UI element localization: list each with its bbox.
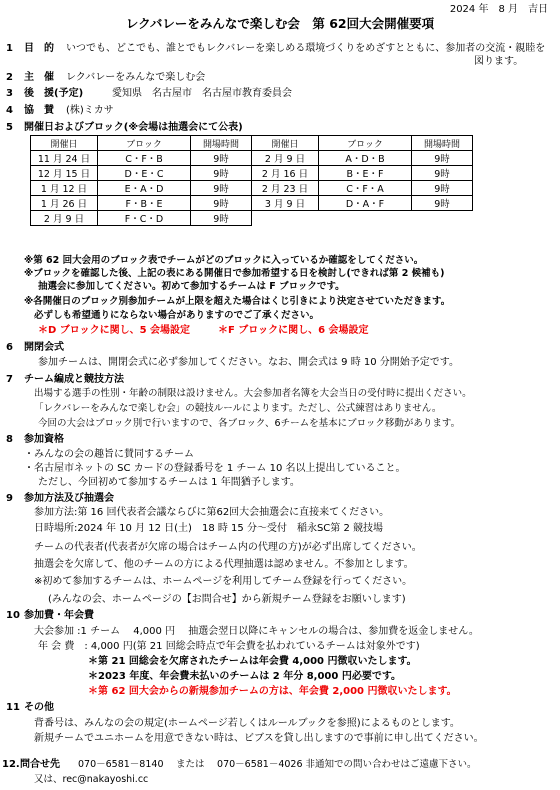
table-cell: 2 月 16 日	[252, 166, 319, 181]
table-row	[31, 166, 473, 181]
section-10-note: ＊2023 年度、年会費未払いのチームは 2 年分 8,000 円必要です。	[88, 671, 402, 682]
table-cell: A・D・B	[319, 151, 412, 166]
section-11-heading: その他	[24, 702, 54, 713]
table-cell: E・A・D	[98, 181, 191, 196]
table-cell: 9時	[191, 166, 252, 181]
table-cell: 1 月 12 日	[31, 181, 98, 196]
section-4-heading: 協 賛	[24, 105, 54, 116]
section-1-text-cont: 図ります。	[474, 56, 524, 67]
table-cell: F・B・E	[98, 196, 191, 211]
table-cell: 9時	[191, 211, 252, 226]
table-cell: C・F・A	[319, 181, 412, 196]
section-1-number: 1	[6, 43, 13, 54]
section-9-text: 抽選会を欠席して、他のチームの方による代理抽選は認めません。不参加とします。	[34, 559, 414, 570]
contact-email[interactable]: 又は、rec@nakayoshi.cc	[34, 774, 149, 785]
section-5-number: 5	[6, 122, 13, 133]
table-cell: D・A・F	[319, 196, 412, 211]
document-date: 2024 年 8 月 吉日	[449, 4, 548, 15]
table-cell: C・F・B	[98, 151, 191, 166]
section-7-text: 「レクバレーをみんなで楽しむ会」の競技ルールによります。ただし、公式練習はありません。	[34, 403, 442, 414]
section-2-heading: 主 催	[24, 72, 54, 83]
table-cell: B・E・F	[319, 166, 412, 181]
section-8-text: ・名古屋市ネットの SC カードの登録番号を 1 チーム 10 名以上提出していること。	[24, 463, 406, 474]
note-line: 必ずしも希望通りにならない場合がありますのでご了承ください。	[34, 310, 320, 321]
table-header-row	[31, 136, 473, 151]
section-12-number: 12.	[2, 759, 20, 770]
note-line: ※各開催日のブロック別参加チームが上限を超えた場合はくじ引きにより決定させていただきます。	[24, 296, 451, 307]
table-header-cell: 開催日	[252, 136, 319, 151]
section-7-number: 7	[6, 374, 13, 385]
section-3-number: 3	[6, 88, 13, 99]
section-7-text: 今回の大会はブロック別で行いますので、各ブロック、6チームを基本にブロック移動があります。	[38, 418, 461, 429]
table-cell: 9時	[191, 196, 252, 211]
table-row	[31, 181, 473, 196]
section-9-text: 日時場所:2024 年 10 月 12 日(土) 18 時 15 分～受付 稲永SC第 2 競技場	[34, 523, 383, 534]
section-9-text: (みんなの会、ホームページの【お問合せ】から新規チーム登録をお願いします)	[48, 594, 406, 605]
table-header-cell: ブロック	[98, 136, 191, 151]
section-10-note: ＊第 21 回総会を欠席されたチームは年会費 4,000 円徴収いたします。	[88, 656, 417, 667]
section-1-text: いつでも、どこでも、誰とでもレクバレーを楽しめる環境づくりをめざすとともに、参加者の交流・親睦を	[66, 43, 546, 54]
table-row	[31, 196, 473, 211]
section-10-text: 年 会 費 : 4,000 円(第 21 回総会時点で年会費を払われているチームは対象外です)	[38, 641, 420, 652]
section-5-heading: 開催日およびブロック(※会場は抽選会にて公表)	[24, 122, 243, 133]
section-8-number: 8	[6, 434, 13, 445]
section-6-heading: 開閉会式	[24, 342, 64, 353]
section-10-text: 大会参加 :1 チーム 4,000 円 抽選会翌日以降にキャンセルの場合は、参加費を返金しません。	[34, 626, 479, 637]
document-title: レクバレーをみんなで楽しむ会 第 62回大会開催要項	[125, 16, 435, 31]
table-cell: 3 月 9 日	[252, 196, 319, 211]
table-header-cell: 開催日	[31, 136, 98, 151]
table-cell	[252, 211, 319, 226]
table-cell: 2 月 9 日	[252, 151, 319, 166]
section-6-text: 参加チームは、開閉会式に必ず参加してください。なお、開会式は 9 時 10 分開始予定です。	[38, 357, 460, 368]
table-cell: 11 月 24 日	[31, 151, 98, 166]
section-3-heading: 後 援(予定)	[24, 88, 84, 99]
section-4-text: (株)ミカサ	[66, 105, 114, 116]
table-cell	[412, 211, 473, 226]
table-row	[31, 211, 473, 226]
section-9-text: ※初めて参加するチームは、ホームページを利用してチーム登録を行ってください。	[34, 576, 413, 587]
schedule-table	[30, 135, 473, 226]
section-8-heading: 参加資格	[24, 434, 64, 445]
section-11-text: 背番号は、みんなの会の規定(ホームページ若しくはルールブックを参照)によるものとします。	[34, 718, 460, 729]
note-line: ※ブロックを確認した後、上記の表にある開催日で参加希望する日を検討し(できれば第 2 候補も)	[24, 268, 445, 279]
red-note-f-block: ＊F ブロックに関し、6 会場設定	[218, 325, 369, 336]
table-header-cell: 開場時間	[412, 136, 473, 151]
table-cell: 12 月 15 日	[31, 166, 98, 181]
section-9-heading: 参加方法及び抽選会	[24, 493, 114, 504]
section-7-heading: チーム編成と競技方法	[24, 374, 124, 385]
section-3-text: 愛知県 名古屋市 名古屋市教育委員会	[112, 88, 292, 99]
table-cell: 9時	[412, 166, 473, 181]
table-cell: 9時	[412, 196, 473, 211]
section-2-number: 2	[6, 72, 13, 83]
section-6-number: 6	[6, 342, 13, 353]
table-cell: 2 月 23 日	[252, 181, 319, 196]
table-cell: 9時	[412, 181, 473, 196]
table-cell: 9時	[191, 181, 252, 196]
section-11-text: 新規チームでユニホームを用意できない時は、ビブスを貸し出しますので事前に申し出てください。	[34, 733, 484, 744]
section-10-heading: 参加費・年会費	[24, 610, 94, 621]
table-header-cell: 開場時間	[191, 136, 252, 151]
section-9-number: 9	[6, 493, 13, 504]
contact-phone: 070－6581－8140 または 070－6581－4026 非通知での問い合わせはご遠慮下さい。	[78, 759, 477, 770]
table-cell: 9時	[191, 151, 252, 166]
section-9-text: 参加方法:第 16 回代表者会議ならびに第62回大会抽選会に直接来てください。	[34, 507, 390, 518]
section-8-text: ・みんなの会の趣旨に賛同するチーム	[24, 449, 194, 460]
section-1-heading: 目 的	[24, 43, 54, 54]
table-cell: 2 月 9 日	[31, 211, 98, 226]
section-9-text: チームの代表者(代表者が欠席の場合はチーム内の代理の方)が必ず出席してください。	[34, 542, 422, 553]
red-note-d-block: ＊D ブロックに関し、5 会場設定	[38, 325, 191, 336]
section-2-text: レクバレーをみんなで楽しむ会	[66, 72, 206, 83]
section-7-text: 出場する選手の性別・年齢の制限は設けません。大会参加者名簿を大会当日の受付時に提出ください。	[34, 388, 472, 399]
table-cell: 9時	[412, 151, 473, 166]
note-line: 抽選会に参加してください。初めて参加するチームは F ブロックです。	[38, 281, 345, 292]
table-header-cell: ブロック	[319, 136, 412, 151]
section-10-number: 10	[6, 610, 20, 621]
table-cell: F・C・D	[98, 211, 191, 226]
section-8-text: ただし、今回初めて参加するチームは 1 年間猶予します。	[38, 477, 300, 488]
section-11-number: 11	[6, 702, 20, 713]
section-10-note-red: ＊第 62 回大会からの新規参加チームの方は、年会費 2,000 円徴収いたします。	[88, 686, 457, 697]
table-row	[31, 151, 473, 166]
section-4-number: 4	[6, 105, 13, 116]
table-cell: 1 月 26 日	[31, 196, 98, 211]
table-cell: D・E・C	[98, 166, 191, 181]
note-line: ※第 62 回大会用のブロック表でチームがどのブロックに入っているか確認をしてください。	[24, 255, 424, 266]
table-cell	[319, 211, 412, 226]
section-12-heading: 問合せ先	[20, 759, 60, 770]
